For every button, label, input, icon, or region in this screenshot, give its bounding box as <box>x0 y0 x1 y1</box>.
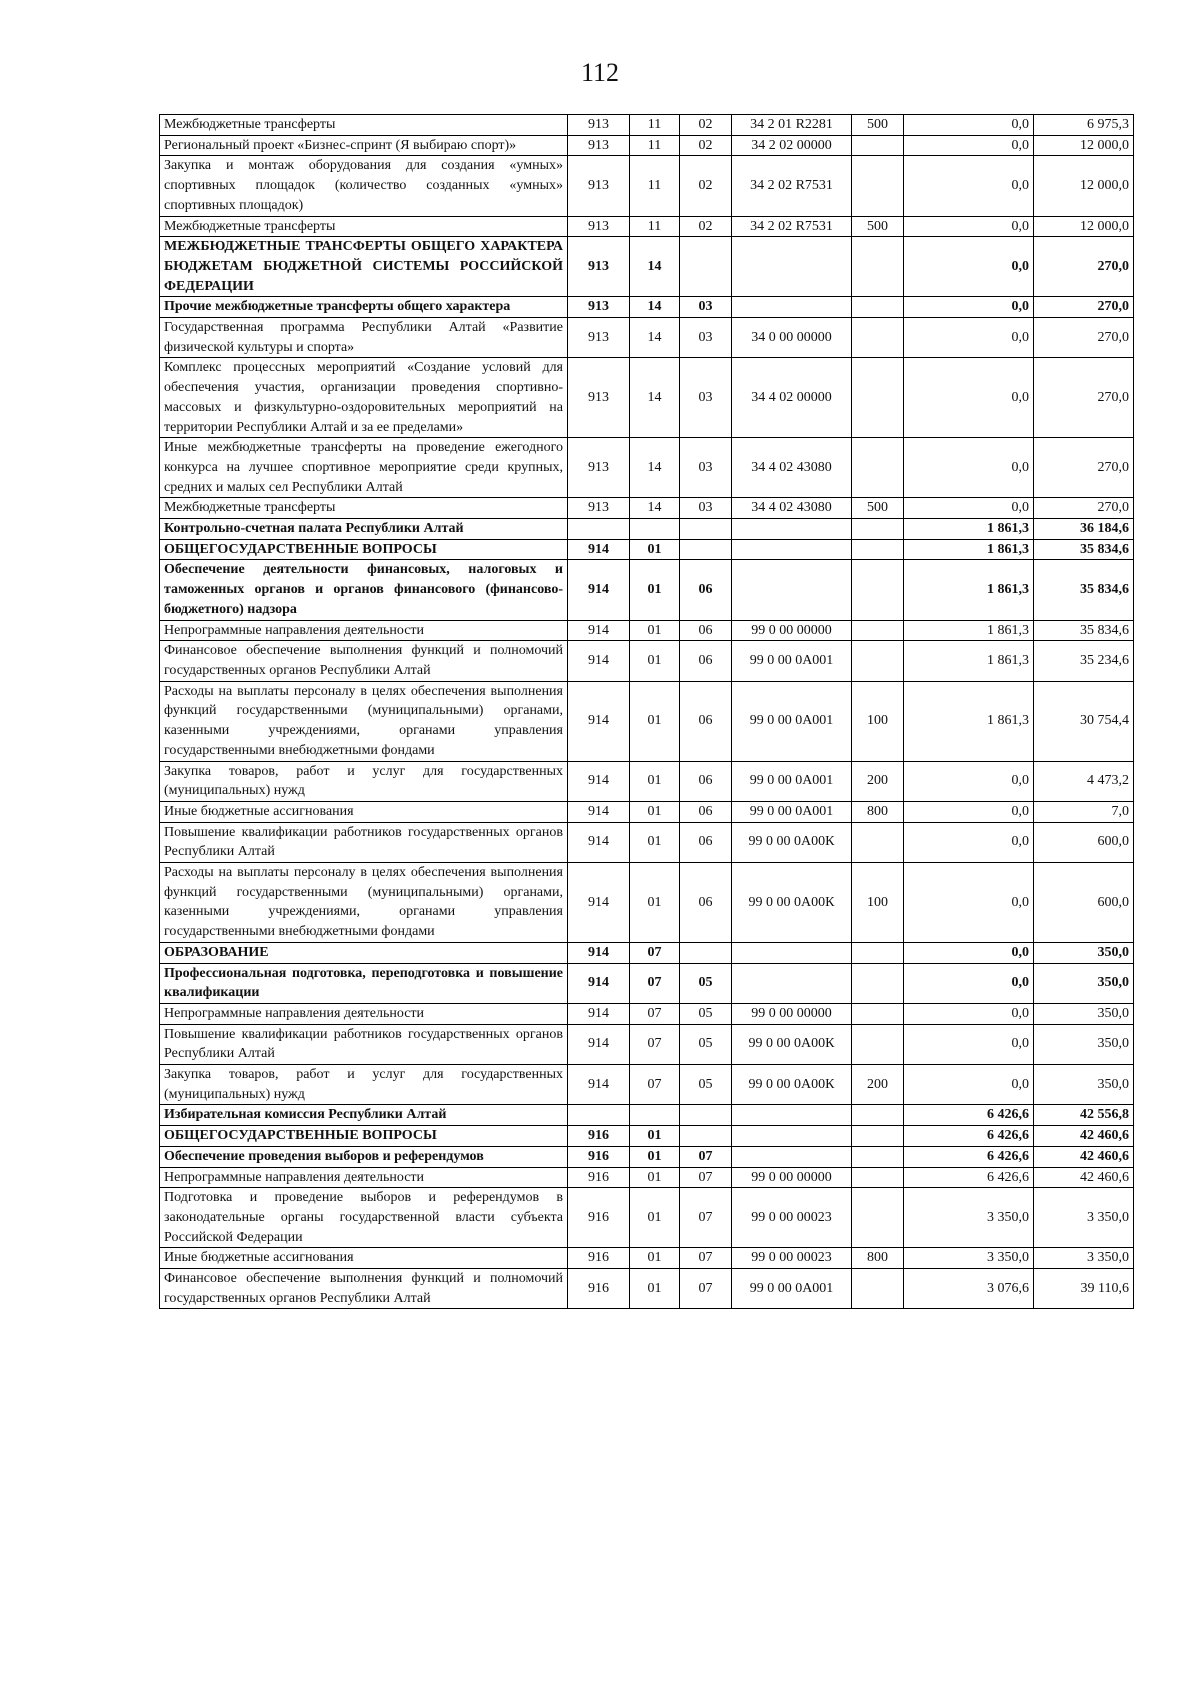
table-row <box>160 942 1134 963</box>
row-subsection-code: 06 <box>680 801 732 822</box>
row-amount-1: 1 861,3 <box>904 539 1034 560</box>
row-grbs-code: 913 <box>568 237 630 297</box>
row-subsection-code: 05 <box>680 1024 732 1064</box>
row-amount-1: 0,0 <box>904 863 1034 943</box>
row-section-code: 07 <box>630 963 680 1003</box>
row-name: Непрограммные направления деятельности <box>160 620 568 641</box>
table-row <box>160 681 1134 761</box>
row-subsection-code: 07 <box>680 1188 732 1248</box>
row-name: Повышение квалификации работников государственных органов Республики Алтай <box>160 1024 568 1064</box>
row-amount-2: 4 473,2 <box>1034 761 1134 801</box>
table-row <box>160 539 1134 560</box>
row-amount-2: 7,0 <box>1034 801 1134 822</box>
row-amount-2: 350,0 <box>1034 1065 1134 1105</box>
row-subsection-code: 02 <box>680 156 732 216</box>
row-amount-1: 0,0 <box>904 297 1034 318</box>
row-name: ОБРАЗОВАНИЕ <box>160 942 568 963</box>
row-amount-1: 3 350,0 <box>904 1188 1034 1248</box>
row-grbs-code: 916 <box>568 1167 630 1188</box>
row-expense-type-code: 200 <box>852 1065 904 1105</box>
row-name: Контрольно-счетная палата Республики Алтай <box>160 519 568 540</box>
row-section-code: 14 <box>630 498 680 519</box>
row-amount-2: 270,0 <box>1034 498 1134 519</box>
row-amount-2: 35 834,6 <box>1034 539 1134 560</box>
row-target-article-code: 99 0 00 0А001 <box>732 1269 852 1309</box>
row-target-article-code: 99 0 00 00000 <box>732 620 852 641</box>
row-amount-1: 1 861,3 <box>904 620 1034 641</box>
row-amount-1: 0,0 <box>904 135 1034 156</box>
row-expense-type-code <box>852 318 904 358</box>
row-amount-2: 270,0 <box>1034 438 1134 498</box>
row-name: Региональный проект «Бизнес-спринт (Я выбираю спорт)» <box>160 135 568 156</box>
row-target-article-code: 99 0 00 0А001 <box>732 761 852 801</box>
row-name: МЕЖБЮДЖЕТНЫЕ ТРАНСФЕРТЫ ОБЩЕГО ХАРАКТЕРА БЮДЖЕТАМ БЮДЖЕТНОЙ СИСТЕМЫ РОССИЙСКОЙ ФЕДЕРАЦИИ <box>160 237 568 297</box>
row-target-article-code: 99 0 00 0А00К <box>732 1065 852 1105</box>
row-name: Непрограммные направления деятельности <box>160 1167 568 1188</box>
row-section-code: 01 <box>630 1167 680 1188</box>
row-amount-1: 0,0 <box>904 963 1034 1003</box>
row-amount-1: 1 861,3 <box>904 519 1034 540</box>
table-row <box>160 519 1134 540</box>
row-subsection-code: 06 <box>680 761 732 801</box>
row-amount-1: 0,0 <box>904 237 1034 297</box>
row-name: Иные бюджетные ассигнования <box>160 801 568 822</box>
row-name: Межбюджетные трансферты <box>160 498 568 519</box>
row-grbs-code: 913 <box>568 297 630 318</box>
row-grbs-code: 913 <box>568 438 630 498</box>
row-subsection-code: 06 <box>680 863 732 943</box>
table-row <box>160 560 1134 620</box>
table-row <box>160 863 1134 943</box>
row-expense-type-code <box>852 641 904 681</box>
row-subsection-code: 06 <box>680 822 732 862</box>
row-section-code: 11 <box>630 115 680 136</box>
row-amount-1: 6 426,6 <box>904 1105 1034 1126</box>
row-grbs-code: 916 <box>568 1126 630 1147</box>
row-name: Расходы на выплаты персоналу в целях обеспечения выполнения функций государственными (муниципальными) органами, казенными учреждениями, органами управления государственными внебюджетными фондами <box>160 681 568 761</box>
row-name: Финансовое обеспечение выполнения функций и полномочий государственных органов Республики Алтай <box>160 1269 568 1309</box>
table-row <box>160 297 1134 318</box>
row-amount-1: 0,0 <box>904 761 1034 801</box>
row-grbs-code: 914 <box>568 560 630 620</box>
row-grbs-code: 914 <box>568 1024 630 1064</box>
row-section-code: 01 <box>630 1126 680 1147</box>
row-expense-type-code: 500 <box>852 498 904 519</box>
row-target-article-code: 99 0 00 00023 <box>732 1188 852 1248</box>
row-amount-2: 35 234,6 <box>1034 641 1134 681</box>
row-expense-type-code <box>852 1269 904 1309</box>
row-grbs-code: 914 <box>568 822 630 862</box>
row-expense-type-code <box>852 156 904 216</box>
row-amount-2: 350,0 <box>1034 942 1134 963</box>
row-amount-1: 0,0 <box>904 498 1034 519</box>
row-amount-2: 12 000,0 <box>1034 135 1134 156</box>
row-subsection-code: 06 <box>680 681 732 761</box>
row-section-code: 01 <box>630 1146 680 1167</box>
row-section-code: 01 <box>630 560 680 620</box>
row-amount-1: 3 350,0 <box>904 1248 1034 1269</box>
row-target-article-code: 34 2 01 R2281 <box>732 115 852 136</box>
row-subsection-code: 07 <box>680 1167 732 1188</box>
row-subsection-code: 07 <box>680 1146 732 1167</box>
row-name: Прочие межбюджетные трансферты общего характера <box>160 297 568 318</box>
row-grbs-code: 914 <box>568 963 630 1003</box>
row-target-article-code <box>732 237 852 297</box>
row-expense-type-code <box>852 1188 904 1248</box>
row-amount-1: 0,0 <box>904 942 1034 963</box>
row-subsection-code <box>680 942 732 963</box>
row-amount-1: 0,0 <box>904 822 1034 862</box>
row-target-article-code <box>732 539 852 560</box>
table-row <box>160 1146 1134 1167</box>
row-target-article-code: 34 4 02 43080 <box>732 438 852 498</box>
row-subsection-code: 05 <box>680 1065 732 1105</box>
row-name: Комплекс процессных мероприятий «Создание условий для обеспечения участия, организации проведения спортивно-массовых и физкультурно-оздоровительных мероприятий на территории Республики Алтай и за ее пределами» <box>160 358 568 438</box>
row-section-code: 07 <box>630 942 680 963</box>
row-target-article-code <box>732 942 852 963</box>
row-grbs-code: 914 <box>568 539 630 560</box>
table-row <box>160 801 1134 822</box>
row-subsection-code: 03 <box>680 318 732 358</box>
budget-table <box>159 114 1134 1309</box>
row-amount-2: 36 184,6 <box>1034 519 1134 540</box>
row-target-article-code <box>732 519 852 540</box>
row-subsection-code: 03 <box>680 498 732 519</box>
row-name: Обеспечение деятельности финансовых, налоговых и таможенных органов и органов финансового (финансово-бюджетного) надзора <box>160 560 568 620</box>
row-name: Межбюджетные трансферты <box>160 216 568 237</box>
row-section-code: 01 <box>630 620 680 641</box>
row-grbs-code: 914 <box>568 620 630 641</box>
row-subsection-code: 07 <box>680 1269 732 1309</box>
row-expense-type-code <box>852 963 904 1003</box>
row-subsection-code: 03 <box>680 438 732 498</box>
table-row <box>160 216 1134 237</box>
row-section-code: 07 <box>630 1003 680 1024</box>
row-name: Иные межбюджетные трансферты на проведение ежегодного конкурса на лучшее спортивное мероприятие среди крупных, средних и малых сел Республики Алтай <box>160 438 568 498</box>
table-row <box>160 237 1134 297</box>
row-expense-type-code <box>852 438 904 498</box>
row-subsection-code: 06 <box>680 641 732 681</box>
row-name: Подготовка и проведение выборов и референдумов в законодательные органы государственной власти субъекта Российской Федерации <box>160 1188 568 1248</box>
row-amount-2: 12 000,0 <box>1034 216 1134 237</box>
row-expense-type-code <box>852 942 904 963</box>
row-subsection-code <box>680 237 732 297</box>
table-row <box>160 1065 1134 1105</box>
row-subsection-code: 03 <box>680 297 732 318</box>
row-expense-type-code: 800 <box>852 801 904 822</box>
table-row <box>160 1003 1134 1024</box>
row-section-code: 14 <box>630 358 680 438</box>
row-grbs-code: 916 <box>568 1248 630 1269</box>
row-amount-1: 6 426,6 <box>904 1167 1034 1188</box>
table-row <box>160 963 1134 1003</box>
row-name: ОБЩЕГОСУДАРСТВЕННЫЕ ВОПРОСЫ <box>160 1126 568 1147</box>
page-number: 112 <box>580 58 620 87</box>
row-expense-type-code <box>852 822 904 862</box>
row-subsection-code: 02 <box>680 135 732 156</box>
row-amount-1: 6 426,6 <box>904 1146 1034 1167</box>
table-row <box>160 115 1134 136</box>
row-section-code: 07 <box>630 1024 680 1064</box>
row-amount-1: 0,0 <box>904 358 1034 438</box>
row-expense-type-code <box>852 1003 904 1024</box>
row-grbs-code <box>568 1105 630 1126</box>
row-amount-1: 0,0 <box>904 156 1034 216</box>
row-name: Закупка товаров, работ и услуг для государственных (муниципальных) нужд <box>160 761 568 801</box>
row-name: Расходы на выплаты персоналу в целях обеспечения выполнения функций государственными (муниципальными) органами, казенными учреждениями, органами управления государственными внебюджетными фондами <box>160 863 568 943</box>
table-row <box>160 498 1134 519</box>
row-amount-2: 3 350,0 <box>1034 1188 1134 1248</box>
table-row <box>160 1248 1134 1269</box>
row-section-code: 01 <box>630 1248 680 1269</box>
row-target-article-code: 99 0 00 0А00К <box>732 822 852 862</box>
row-section-code <box>630 1105 680 1126</box>
row-grbs-code: 914 <box>568 863 630 943</box>
row-amount-2: 35 834,6 <box>1034 560 1134 620</box>
table-row <box>160 156 1134 216</box>
row-name: Обеспечение проведения выборов и референдумов <box>160 1146 568 1167</box>
row-target-article-code <box>732 963 852 1003</box>
row-name: Повышение квалификации работников государственных органов Республики Алтай <box>160 822 568 862</box>
row-amount-1: 0,0 <box>904 1065 1034 1105</box>
table-row <box>160 641 1134 681</box>
row-expense-type-code: 200 <box>852 761 904 801</box>
row-expense-type-code: 500 <box>852 216 904 237</box>
row-target-article-code: 99 0 00 0А001 <box>732 681 852 761</box>
row-amount-2: 35 834,6 <box>1034 620 1134 641</box>
row-target-article-code: 34 0 00 00000 <box>732 318 852 358</box>
row-section-code: 01 <box>630 761 680 801</box>
table-row <box>160 822 1134 862</box>
row-amount-2: 42 556,8 <box>1034 1105 1134 1126</box>
table-row <box>160 1188 1134 1248</box>
row-grbs-code: 914 <box>568 1003 630 1024</box>
row-grbs-code: 913 <box>568 318 630 358</box>
row-grbs-code: 914 <box>568 942 630 963</box>
row-expense-type-code <box>852 237 904 297</box>
row-target-article-code: 99 0 00 0А00К <box>732 863 852 943</box>
row-expense-type-code: 800 <box>852 1248 904 1269</box>
row-section-code: 01 <box>630 681 680 761</box>
row-grbs-code: 914 <box>568 681 630 761</box>
row-amount-1: 0,0 <box>904 216 1034 237</box>
row-amount-1: 0,0 <box>904 438 1034 498</box>
row-subsection-code: 05 <box>680 963 732 1003</box>
table-row <box>160 1269 1134 1309</box>
row-expense-type-code <box>852 519 904 540</box>
row-expense-type-code <box>852 358 904 438</box>
row-amount-1: 1 861,3 <box>904 641 1034 681</box>
table-row <box>160 1167 1134 1188</box>
row-expense-type-code <box>852 135 904 156</box>
row-target-article-code <box>732 1105 852 1126</box>
row-amount-2: 270,0 <box>1034 358 1134 438</box>
row-amount-1: 0,0 <box>904 318 1034 358</box>
row-expense-type-code <box>852 1024 904 1064</box>
row-amount-2: 600,0 <box>1034 863 1134 943</box>
row-section-code <box>630 519 680 540</box>
row-target-article-code: 99 0 00 0А00К <box>732 1024 852 1064</box>
row-subsection-code <box>680 539 732 560</box>
row-name: Закупка товаров, работ и услуг для государственных (муниципальных) нужд <box>160 1065 568 1105</box>
row-amount-2: 350,0 <box>1034 1003 1134 1024</box>
row-name: ОБЩЕГОСУДАРСТВЕННЫЕ ВОПРОСЫ <box>160 539 568 560</box>
table-row <box>160 620 1134 641</box>
table-row <box>160 135 1134 156</box>
row-grbs-code: 914 <box>568 641 630 681</box>
row-expense-type-code <box>852 620 904 641</box>
row-section-code: 01 <box>630 641 680 681</box>
row-section-code: 07 <box>630 1065 680 1105</box>
row-grbs-code: 913 <box>568 135 630 156</box>
row-grbs-code: 913 <box>568 358 630 438</box>
budget-table-body <box>160 115 1134 1309</box>
row-amount-1: 6 426,6 <box>904 1126 1034 1147</box>
row-section-code: 11 <box>630 156 680 216</box>
row-amount-2: 350,0 <box>1034 1024 1134 1064</box>
row-section-code: 14 <box>630 318 680 358</box>
row-section-code: 11 <box>630 135 680 156</box>
row-target-article-code: 99 0 00 0А001 <box>732 801 852 822</box>
row-target-article-code: 34 2 02 00000 <box>732 135 852 156</box>
row-expense-type-code <box>852 1146 904 1167</box>
row-expense-type-code <box>852 1126 904 1147</box>
row-section-code: 14 <box>630 438 680 498</box>
row-amount-2: 42 460,6 <box>1034 1126 1134 1147</box>
row-subsection-code: 07 <box>680 1248 732 1269</box>
row-subsection-code: 03 <box>680 358 732 438</box>
row-grbs-code: 914 <box>568 761 630 801</box>
row-amount-2: 600,0 <box>1034 822 1134 862</box>
row-name: Непрограммные направления деятельности <box>160 1003 568 1024</box>
row-grbs-code: 914 <box>568 801 630 822</box>
row-amount-2: 3 350,0 <box>1034 1248 1134 1269</box>
row-amount-2: 270,0 <box>1034 237 1134 297</box>
row-name: Финансовое обеспечение выполнения функций и полномочий государственных органов Республики Алтай <box>160 641 568 681</box>
row-target-article-code: 99 0 00 00000 <box>732 1167 852 1188</box>
table-row <box>160 358 1134 438</box>
row-target-article-code <box>732 1126 852 1147</box>
row-subsection-code: 02 <box>680 115 732 136</box>
row-amount-2: 42 460,6 <box>1034 1167 1134 1188</box>
row-section-code: 14 <box>630 237 680 297</box>
row-expense-type-code <box>852 1167 904 1188</box>
row-amount-1: 1 861,3 <box>904 681 1034 761</box>
row-target-article-code: 34 2 02 R7531 <box>732 156 852 216</box>
row-expense-type-code <box>852 560 904 620</box>
row-expense-type-code: 100 <box>852 863 904 943</box>
row-grbs-code: 913 <box>568 115 630 136</box>
row-expense-type-code <box>852 539 904 560</box>
row-target-article-code: 99 0 00 00023 <box>732 1248 852 1269</box>
row-amount-1: 0,0 <box>904 801 1034 822</box>
row-section-code: 01 <box>630 801 680 822</box>
table-row <box>160 1126 1134 1147</box>
table-row <box>160 1024 1134 1064</box>
row-target-article-code: 99 0 00 00000 <box>732 1003 852 1024</box>
row-name: Профессиональная подготовка, переподготовка и повышение квалификации <box>160 963 568 1003</box>
row-grbs-code: 914 <box>568 1065 630 1105</box>
row-subsection-code <box>680 519 732 540</box>
row-target-article-code: 99 0 00 0А001 <box>732 641 852 681</box>
table-row <box>160 318 1134 358</box>
row-subsection-code: 02 <box>680 216 732 237</box>
row-name: Избирательная комиссия Республики Алтай <box>160 1105 568 1126</box>
row-section-code: 01 <box>630 822 680 862</box>
row-section-code: 01 <box>630 1188 680 1248</box>
row-section-code: 01 <box>630 539 680 560</box>
row-target-article-code <box>732 297 852 318</box>
row-section-code: 01 <box>630 863 680 943</box>
row-amount-1: 0,0 <box>904 115 1034 136</box>
row-subsection-code: 05 <box>680 1003 732 1024</box>
row-name: Закупка и монтаж оборудования для создания «умных» спортивных площадок (количество созданных «умных» спортивных площадок) <box>160 156 568 216</box>
row-expense-type-code <box>852 1105 904 1126</box>
row-amount-2: 42 460,6 <box>1034 1146 1134 1167</box>
row-amount-2: 6 975,3 <box>1034 115 1134 136</box>
row-grbs-code: 913 <box>568 156 630 216</box>
row-section-code: 11 <box>630 216 680 237</box>
row-expense-type-code: 100 <box>852 681 904 761</box>
row-grbs-code: 916 <box>568 1146 630 1167</box>
row-amount-2: 270,0 <box>1034 318 1134 358</box>
row-section-code: 01 <box>630 1269 680 1309</box>
row-amount-1: 3 076,6 <box>904 1269 1034 1309</box>
row-target-article-code: 34 4 02 00000 <box>732 358 852 438</box>
row-grbs-code <box>568 519 630 540</box>
row-target-article-code <box>732 560 852 620</box>
row-target-article-code <box>732 1146 852 1167</box>
row-subsection-code: 06 <box>680 620 732 641</box>
row-subsection-code: 06 <box>680 560 732 620</box>
row-grbs-code: 916 <box>568 1188 630 1248</box>
row-subsection-code <box>680 1126 732 1147</box>
row-name: Межбюджетные трансферты <box>160 115 568 136</box>
row-amount-1: 1 861,3 <box>904 560 1034 620</box>
row-amount-2: 39 110,6 <box>1034 1269 1134 1309</box>
row-amount-2: 30 754,4 <box>1034 681 1134 761</box>
row-amount-2: 350,0 <box>1034 963 1134 1003</box>
row-section-code: 14 <box>630 297 680 318</box>
row-grbs-code: 913 <box>568 498 630 519</box>
row-grbs-code: 913 <box>568 216 630 237</box>
row-expense-type-code: 500 <box>852 115 904 136</box>
row-amount-2: 12 000,0 <box>1034 156 1134 216</box>
row-amount-2: 270,0 <box>1034 297 1134 318</box>
table-row <box>160 1105 1134 1126</box>
row-name: Государственная программа Республики Алтай «Развитие физической культуры и спорта» <box>160 318 568 358</box>
row-name: Иные бюджетные ассигнования <box>160 1248 568 1269</box>
row-target-article-code: 34 2 02 R7531 <box>732 216 852 237</box>
table-row <box>160 438 1134 498</box>
row-amount-1: 0,0 <box>904 1003 1034 1024</box>
row-target-article-code: 34 4 02 43080 <box>732 498 852 519</box>
table-row <box>160 761 1134 801</box>
row-grbs-code: 916 <box>568 1269 630 1309</box>
row-subsection-code <box>680 1105 732 1126</box>
row-expense-type-code <box>852 297 904 318</box>
row-amount-1: 0,0 <box>904 1024 1034 1064</box>
